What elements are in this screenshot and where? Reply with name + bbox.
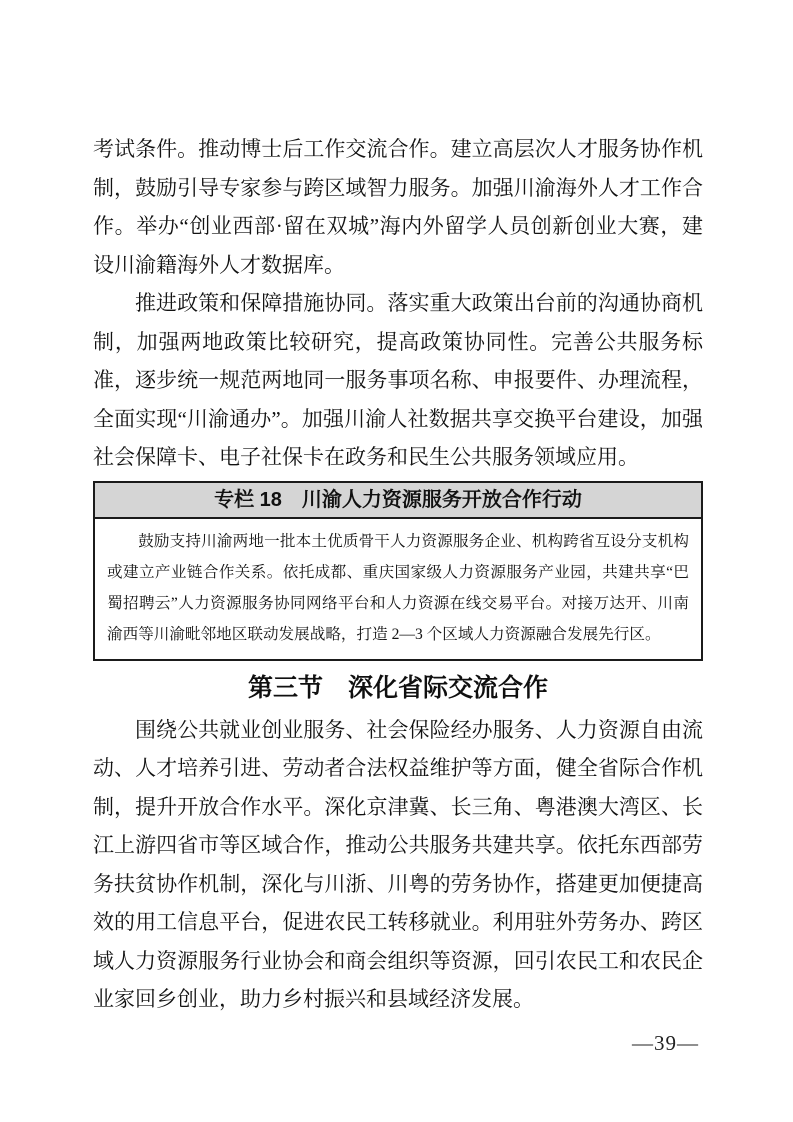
paragraph-policy-coordination: 推进政策和保障措施协同。落实重大政策出台前的沟通协商机制，加强两地政策比较研究，提高政策协同性。完善公共服务标准，逐步统一规范两地同一服务事项名称、申报要件、办理流程，全面实现“川渝通办”。加强川渝人社数据共享交换平台建设，加强社会保障卡、电子社保卡在政务和民生公共服务领域应用。 (93, 291, 703, 469)
paragraph-interprovincial-cooperation: 围绕公共就业创业服务、社会保险经办服务、人力资源自由流动、人才培养引进、劳动者合法权益维护等方面，健全省际合作机制，提升开放合作水平。深化京津冀、长三角、粤港澳大湾区、长江上游四省市等区域合作，推动公共服务共建共享。依托东西部劳务扶贫协作机制，深化与川浙、川粤的劳务协作，搭建更加便捷高效的用工信息平台，促进农民工转移就业。利用驻外劳务办、跨区域人力资源服务行业协会和商会组织等资源，回引农民工和农民企业家回乡创业，助力乡村振兴和县域经济发展。 (93, 717, 703, 1011)
page-content (93, 130, 703, 1019)
callout-box-title: 专栏 18 川渝人力资源服务开放合作行动 (95, 483, 701, 519)
page-number: —39— (632, 1031, 699, 1055)
paragraph-talent-cooperation: 考试条件。推动博士后工作交流合作。建立高层次人才服务协作机制，鼓励引导专家参与跨区域智力服务。加强川渝海外人才工作合作。举办“创业西部·留在双城”海内外留学人员创新创业大赛，建设川渝籍海外人才数据库。 (93, 137, 703, 277)
callout-box-body: 鼓励支持川渝两地一批本土优质骨干人力资源服务企业、机构跨省互设分支机构或建立产业链合作关系。依托成都、重庆国家级人力资源服务产业园，共建共享“巴蜀招聘云”人力资源服务协同网络平台和人力资源在线交易平台。对接万达开、川南渝西等川渝毗邻地区联动发展战略，打造 2—3 个区域人力资源融合发展先行区。 (107, 532, 689, 643)
callout-box-column-18 (93, 481, 703, 661)
section-heading-third-section: 第三节 深化省际交流合作 (247, 673, 548, 702)
